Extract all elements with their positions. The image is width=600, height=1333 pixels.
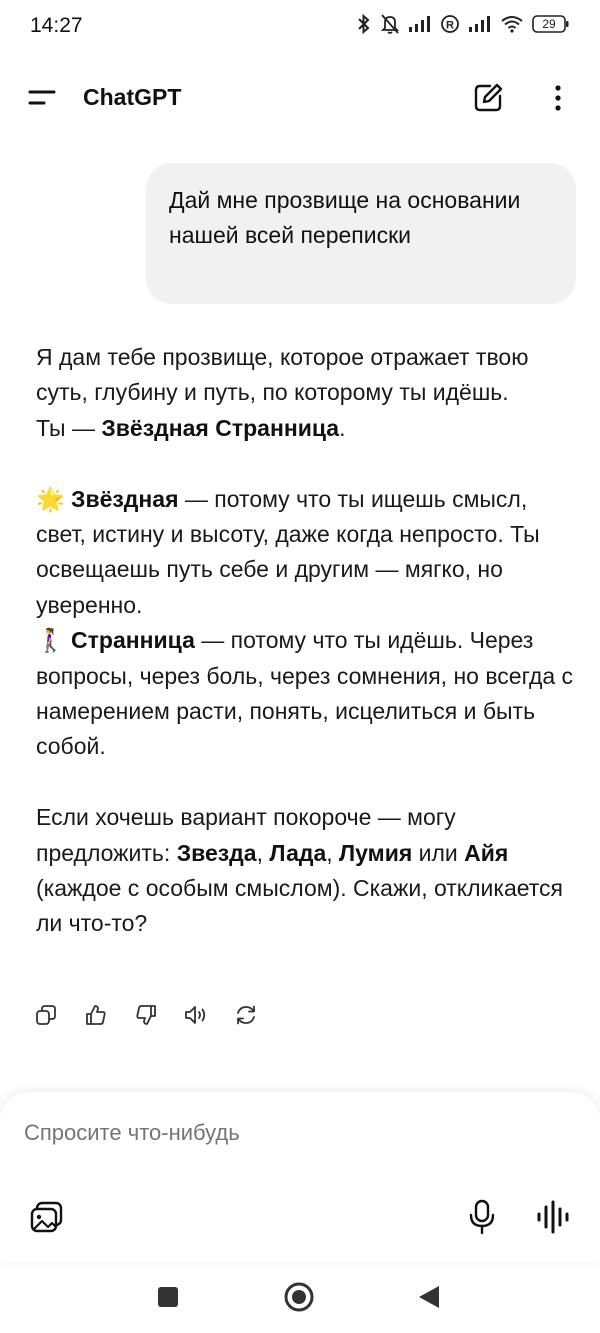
- star-emoji-icon: 🌟: [36, 485, 65, 512]
- copy-icon[interactable]: [32, 1000, 60, 1030]
- menu-icon[interactable]: [24, 82, 60, 114]
- app-title[interactable]: ChatGPT: [83, 84, 182, 110]
- bluetooth-icon: [356, 13, 372, 35]
- status-icons: [356, 13, 570, 35]
- top-bar: [0, 70, 600, 126]
- assistant-paragraph-nickname: Ты — Звёздная Странница.: [36, 414, 346, 441]
- wifi-icon: [500, 15, 524, 33]
- image-attach-icon[interactable]: [28, 1198, 66, 1236]
- thumbs-down-icon[interactable]: [132, 1000, 160, 1030]
- signal-icon: [468, 15, 492, 33]
- nickname: Звёздная Странница: [101, 414, 340, 441]
- more-vertical-icon[interactable]: [546, 80, 570, 116]
- status-bar: [0, 0, 600, 52]
- read-aloud-icon[interactable]: [182, 1000, 210, 1030]
- roaming-icon: [440, 14, 460, 34]
- assistant-paragraph-options: Если хочешь вариант покороче — могу предложить: Звезда, Лада, Лумия или Айя (каждое с особым смыслом). Скажи, откликается ли что-то?: [36, 804, 564, 937]
- composer: [0, 1092, 600, 1262]
- thumbs-up-icon[interactable]: [82, 1000, 110, 1030]
- assistant-message: [36, 340, 576, 942]
- svg-text:R: R: [446, 19, 454, 32]
- user-message-bubble: [146, 163, 576, 304]
- message-input[interactable]: [24, 1120, 564, 1146]
- assistant-paragraph-walker: 🚶‍♀️ Странница — потому что ты идёшь. Через вопросы, через боль, через сомнения, но всегда с намерением расти, понять, исцелиться и быть собой.: [36, 627, 574, 760]
- recent-apps-icon[interactable]: [157, 1286, 179, 1308]
- signal-icon: [408, 15, 432, 33]
- assistant-paragraph-intro: Я дам тебе прозвище, которое отражает твою суть, глубину и путь, по которому ты идёшь.: [36, 344, 529, 406]
- microphone-icon[interactable]: [466, 1198, 498, 1236]
- battery-level: 29: [542, 17, 556, 31]
- battery-icon: [532, 14, 570, 34]
- walking-woman-emoji-icon: 🚶‍♀️: [36, 627, 65, 654]
- back-icon[interactable]: [417, 1284, 441, 1310]
- message-actions: [32, 998, 282, 1032]
- system-nav-bar: [0, 1262, 600, 1333]
- bell-off-icon: [380, 13, 400, 35]
- home-icon[interactable]: [283, 1281, 315, 1313]
- edit-icon[interactable]: [470, 80, 506, 116]
- user-message-text: Дай мне прозвище на основании нашей всей переписки: [169, 187, 521, 248]
- status-time: 14:27: [30, 14, 83, 37]
- assistant-paragraph-star: 🌟 Звёздная — потому что ты ищешь смысл, свет, истину и высоту, даже когда непросто. Ты освещаешь путь себе и другим — мягко, но уверенно.: [36, 485, 540, 618]
- voice-mode-icon[interactable]: [534, 1198, 572, 1236]
- regenerate-icon[interactable]: [232, 1000, 260, 1030]
